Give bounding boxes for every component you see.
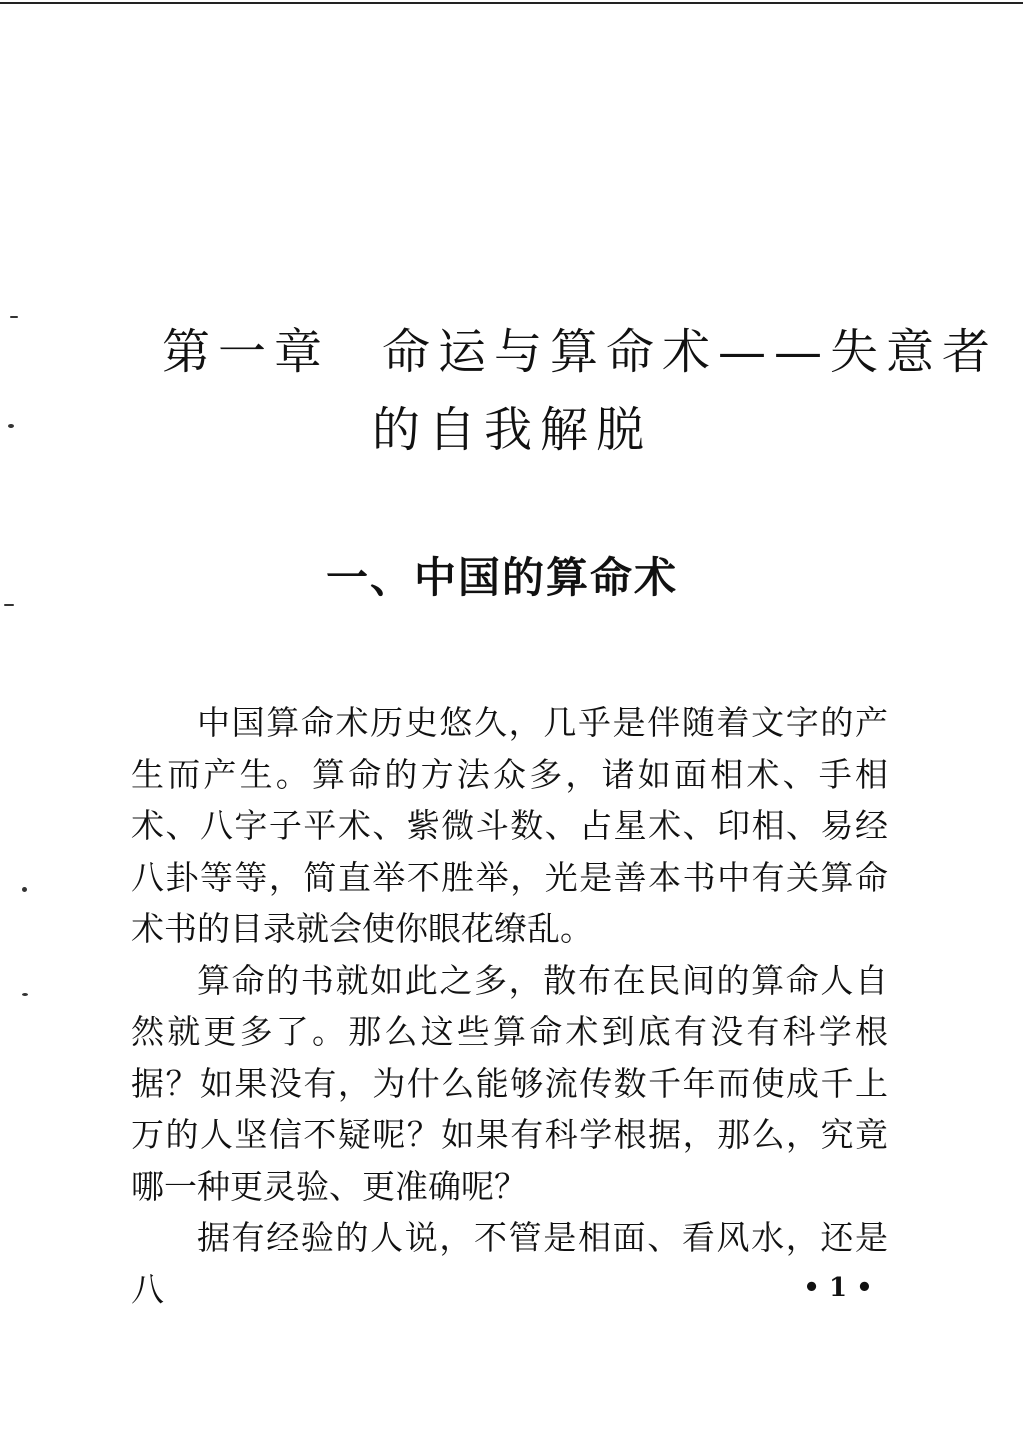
scan-speck (8, 424, 14, 428)
body-text (131, 697, 888, 1315)
scan-speck (4, 604, 14, 606)
section-heading: 一、中国的算命术 (326, 553, 679, 602)
scan-speck (22, 993, 28, 996)
page-number: • 1 • (803, 1273, 873, 1303)
chapter-label: 第一章 (162, 324, 331, 380)
scan-top-edge-rule (0, 2, 1023, 4)
scan-speck (22, 887, 27, 892)
chapter-title-line-1 (162, 322, 999, 382)
paragraph-3: 据有经验的人说，不管是相面、看风水，还是八 (131, 1218, 888, 1309)
paragraph-2: 算命的书就如此之多，散布在民间的算命人自然就更多了。那么这些算命术到底有没有科学根据？如果没有，为什么能够流传数千年而使成千上万的人坚信不疑呢？如果有科学根据，那么，究竟哪一种更灵验、更准确呢？ (131, 960, 888, 1206)
chapter-title-line-2: 的自我解脱 (372, 402, 653, 458)
chapter-title-text: 命运与算命术——失意者 (382, 324, 999, 380)
scan-speck (10, 316, 18, 318)
paragraph-1: 中国算命术历史悠久，几乎是伴随着文字的产生而产生。算命的方法众多，诸如面相术、手相术、八字子平术、紫微斗数、占星术、印相、易经八卦等等，简直举不胜举，光是善本书中有关算命术书的目录就会使你眼花缭乱。 (131, 703, 888, 948)
